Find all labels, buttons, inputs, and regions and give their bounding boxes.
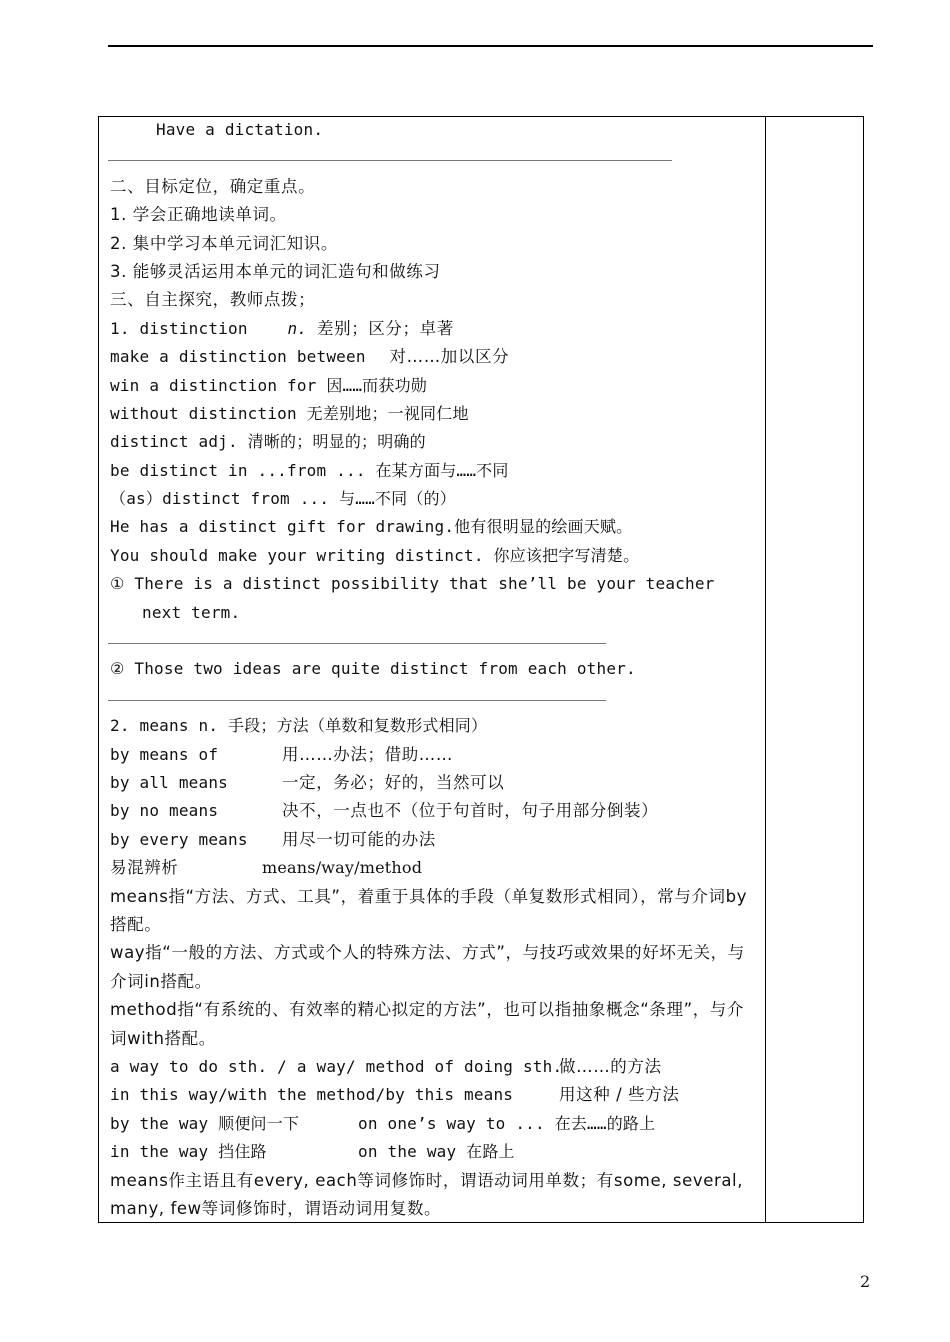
example-sentence: He has a distinct gift for drawing.他有很明显的绘画天赋。 xyxy=(110,517,633,537)
exercise-item: ② Those two ideas are quite distinct from each other. xyxy=(110,659,636,679)
exercise-item: ① There is a distinct possibility that she’ll be your teacher xyxy=(110,574,715,594)
phrase: by the way 顺便问一下 xyxy=(110,1113,300,1133)
part-of-speech: n. xyxy=(287,318,308,338)
phrase-line: win a distinction for 因……而获功勋 xyxy=(110,375,427,395)
comparison-heading xyxy=(110,854,760,882)
phrase-meaning: 做……的方法 xyxy=(559,1056,662,1076)
phrase-meaning: 对……加以区分 xyxy=(389,347,510,367)
answer-blank xyxy=(110,144,760,172)
goal-item: 3. 能够灵活运用本单元的词汇造句和做练习 xyxy=(110,261,441,281)
usage-note: way指“一般的方法、方式或个人的特殊方法、方式”，与技巧或效果的好坏无关，与介词in搭配。 xyxy=(110,943,745,991)
goal-item: 2. 集中学习本单元词汇知识。 xyxy=(110,233,338,253)
phrase-line xyxy=(110,1110,760,1138)
phrase-line xyxy=(110,826,760,854)
answer-blank xyxy=(110,627,760,655)
phrase: on one’s way to ... 在去……的路上 xyxy=(358,1113,656,1133)
example-sentence: You should make your writing distinct. 你应该把字写清楚。 xyxy=(110,545,640,565)
phrase-meaning: 用……办法；借助…… xyxy=(282,744,453,764)
phrase-line xyxy=(110,1053,760,1081)
phrase-line xyxy=(110,343,760,371)
phrase-line xyxy=(110,741,760,769)
phrase-line: distinct adj. 清晰的；明显的；明确的 xyxy=(110,432,426,452)
phrase-line: without distinction 无差别地；一视同仁地 xyxy=(110,403,469,423)
phrase-line: （as）distinct from ... 与……不同（的） xyxy=(110,489,456,509)
usage-note: means作主语且有every, each等词修饰时，谓语动词用单数；有some, several, many, few等词修饰时，谓语动词用复数。 xyxy=(110,1170,744,1218)
phrase-meaning: 用这种 / 些方法 xyxy=(559,1085,680,1105)
phrase-meaning: 决不，一点也不（位于句首时，句子用部分倒装） xyxy=(282,801,659,821)
answer-blank xyxy=(110,684,760,712)
phrase: in the way 挡住路 xyxy=(110,1142,267,1162)
page-number: 2 xyxy=(860,1272,871,1291)
phrase-line xyxy=(110,797,760,825)
vocab-entry: 2. means n. 手段；方法（单数和复数形式相同） xyxy=(110,716,488,736)
usage-note: means指“方法、方式、工具”，着重于具体的手段（单复数形式相同），常与介词by搭配。 xyxy=(110,886,748,934)
phrase: by all means xyxy=(110,772,228,792)
header-rule xyxy=(108,45,873,47)
phrase: on the way 在路上 xyxy=(358,1142,515,1162)
vocab-word: 1. distinction xyxy=(110,318,248,338)
vocab-meaning: 差别；区分；卓著 xyxy=(317,318,454,338)
phrase: by no means xyxy=(110,801,219,821)
phrase-line: be distinct in ...from ... 在某方面与……不同 xyxy=(110,460,509,480)
usage-note: method指“有系统的、有效率的精心拟定的方法”，也可以指抽象概念“条理”，与介词with搭配。 xyxy=(110,1000,745,1048)
phrase-meaning: 一定，务必；好的，当然可以 xyxy=(282,772,505,792)
column-divider xyxy=(765,116,766,1223)
phrase-line xyxy=(110,1081,760,1109)
phrase: by means of xyxy=(110,744,219,764)
phrase-line xyxy=(110,1138,760,1166)
comparison-label: 易混辨析 xyxy=(110,858,179,878)
phrase-meaning: 用尽一切可能的办法 xyxy=(282,829,436,849)
phrase: by every means xyxy=(110,829,248,849)
comparison-words: means/way/method xyxy=(262,858,423,878)
phrase: in this way/with the method/by this means xyxy=(110,1085,514,1105)
vocab-entry xyxy=(110,315,760,343)
section-heading: 三、自主探究，教师点拨； xyxy=(110,290,316,310)
dictation-line: Have a dictation. xyxy=(156,120,324,139)
phrase: make a distinction between xyxy=(110,347,366,367)
exercise-item-continued: next term. xyxy=(142,602,241,622)
section-heading: 二、目标定位，确定重点。 xyxy=(110,176,316,196)
main-cell xyxy=(110,116,760,1223)
phrase: a way to do sth. / a way/ method of doing sth. xyxy=(110,1056,563,1076)
phrase-line xyxy=(110,769,760,797)
goal-item: 1. 学会正确地读单词。 xyxy=(110,205,287,225)
